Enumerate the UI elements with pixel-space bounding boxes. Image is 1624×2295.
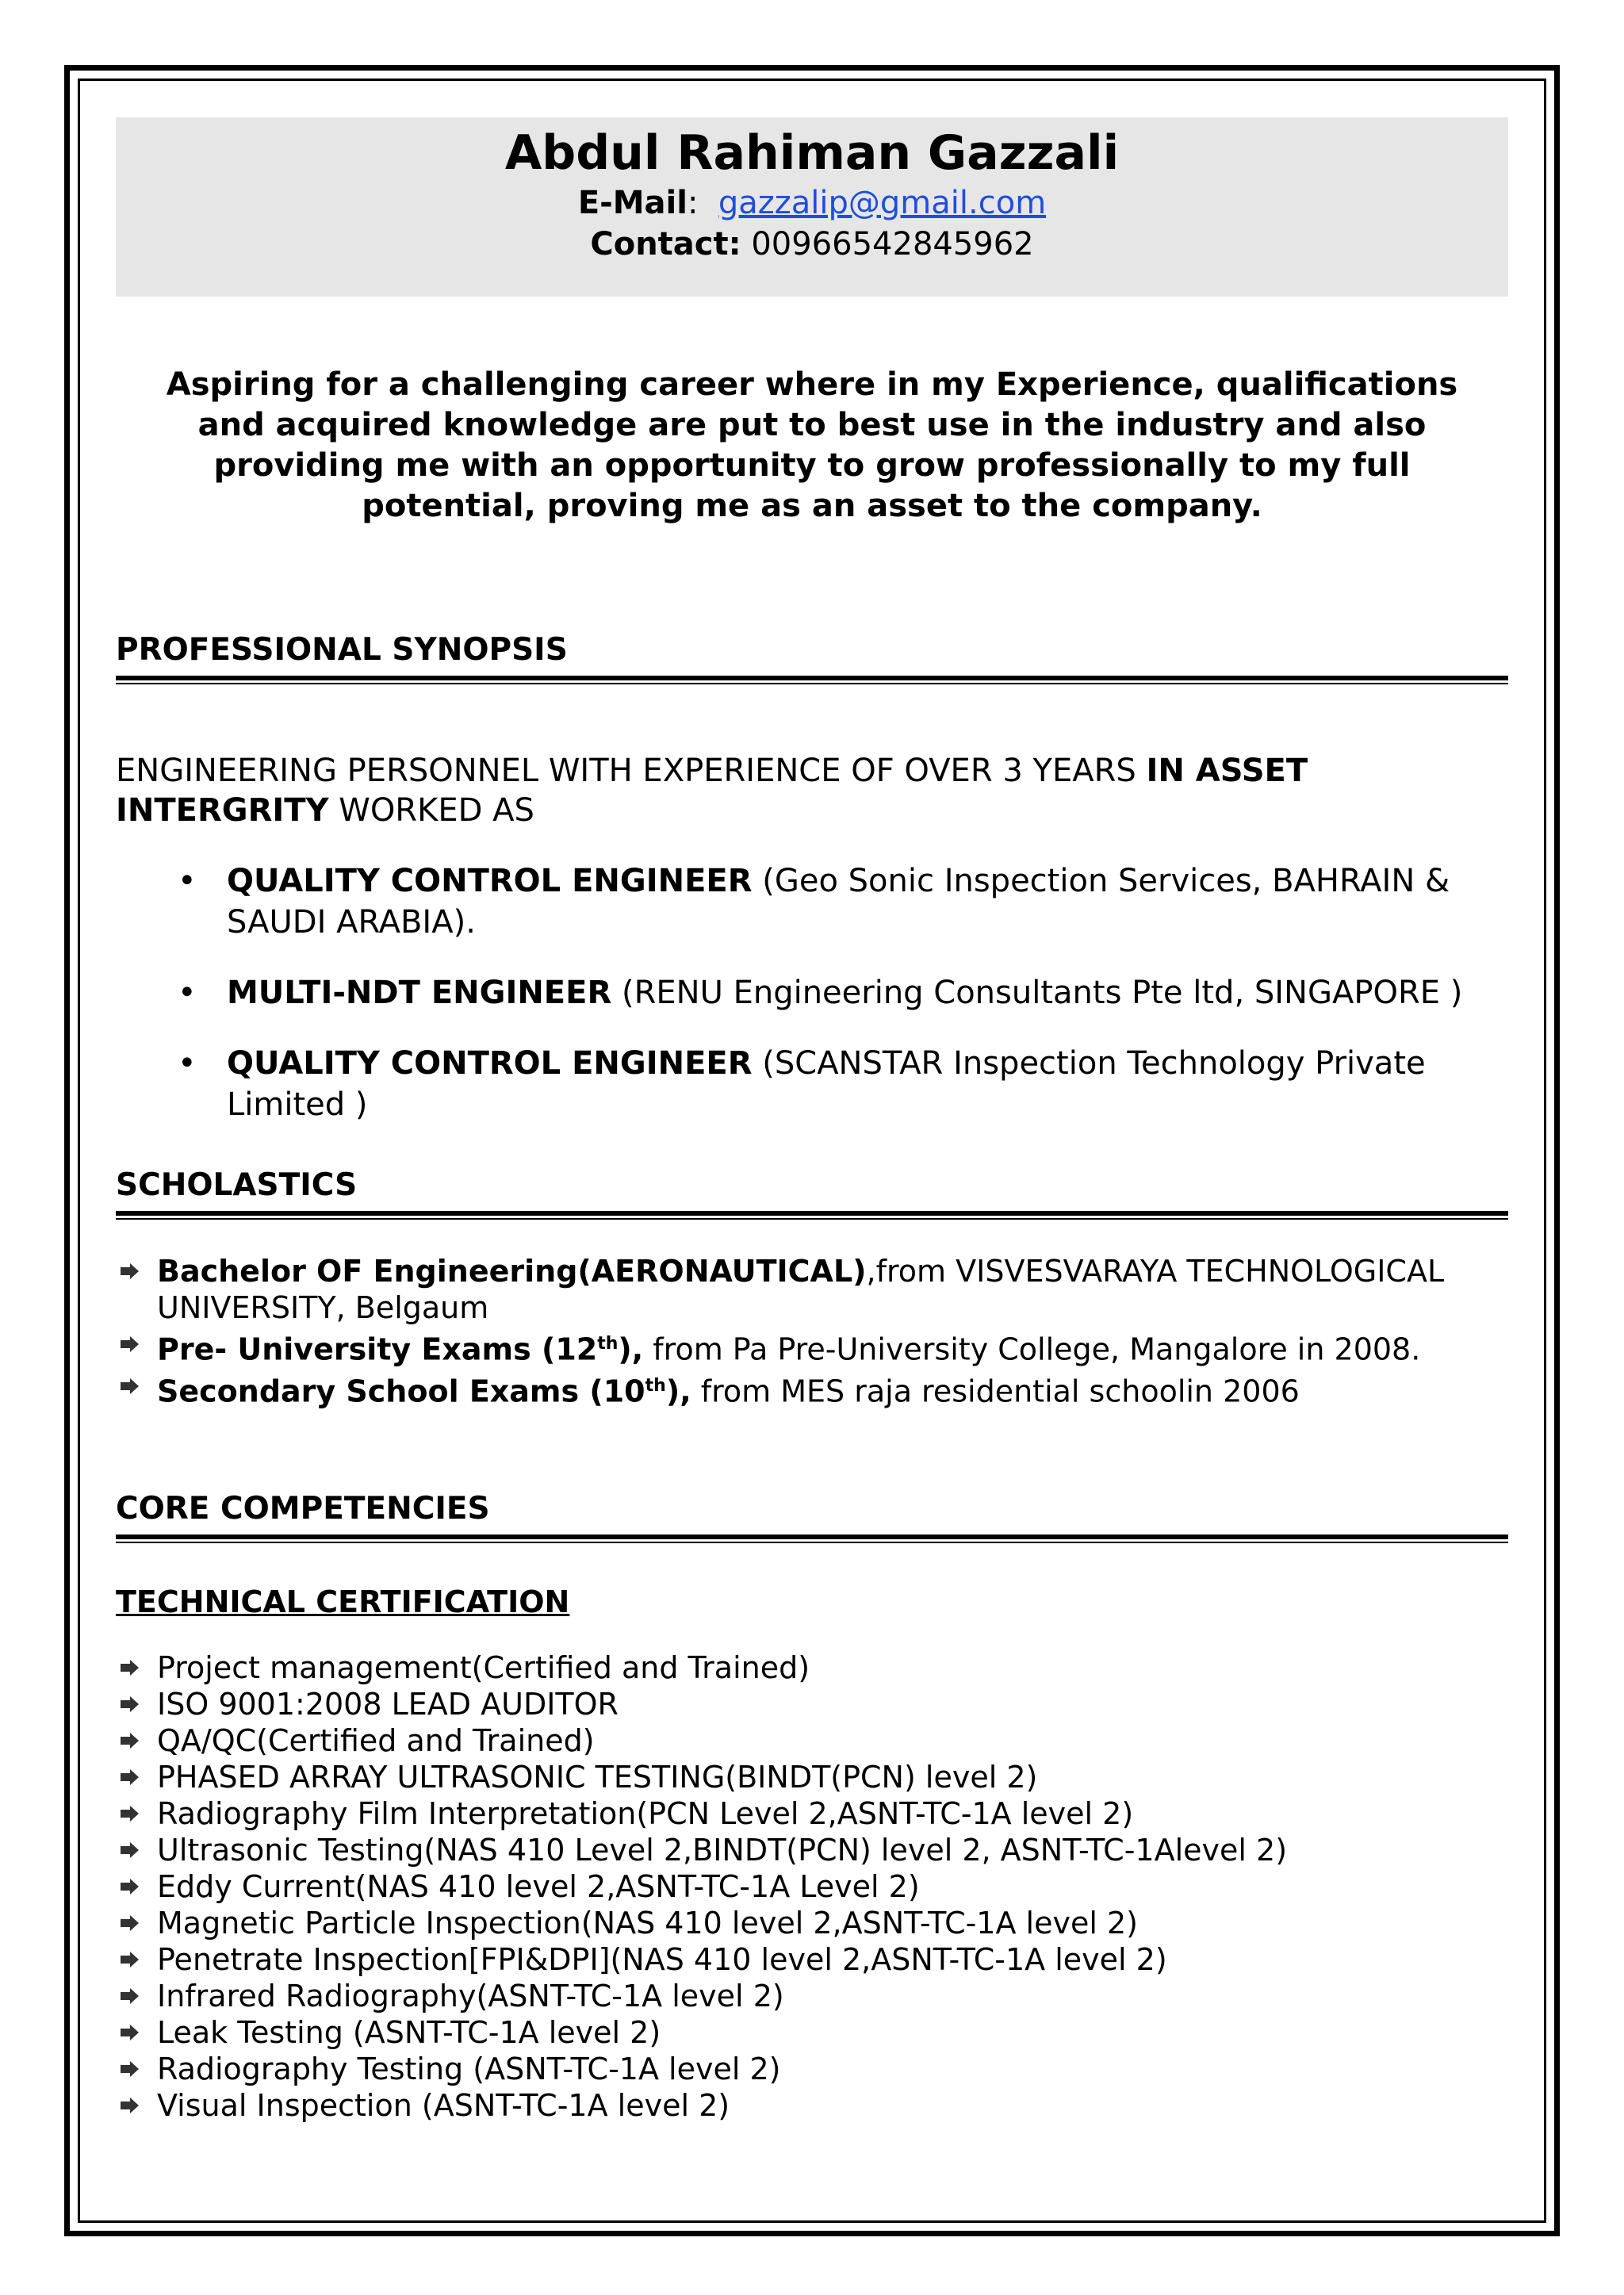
- arrow-bullet-icon: [119, 2060, 140, 2078]
- arrow-bullet-icon: [119, 1335, 140, 1353]
- email-link[interactable]: gazzalip@gmail.com: [718, 185, 1047, 221]
- scholastics-title: SCHOLASTICS: [116, 1167, 358, 1203]
- arrow-bullet-icon: [119, 1841, 140, 1859]
- list-item: [116, 1795, 1508, 1832]
- superscript: th: [645, 1375, 666, 1396]
- certification-text: Radiography Testing (ASNT-TC-1A level 2): [157, 2052, 781, 2087]
- section-rule-thin: [116, 1218, 1508, 1220]
- certification-list: [116, 1649, 1508, 2124]
- certification-text: QA/QC(Certified and Trained): [157, 1723, 595, 1759]
- arrow-bullet-icon: [119, 1878, 140, 1895]
- list-item: [116, 860, 1508, 943]
- section-rule: [116, 676, 1508, 680]
- certification-text: Magnetic Particle Inspection(NAS 410 level 2,ASNT-TC-1A level 2): [157, 1906, 1139, 1941]
- certification-text: Radiography Film Interpretation(PCN Level 2,ASNT-TC-1A level 2): [157, 1796, 1134, 1832]
- list-item: [116, 1978, 1508, 2014]
- synopsis-intro-bold: IN ASSET INTERGRITY: [116, 753, 1308, 829]
- role-detail: (Geo Sonic Inspection Services, BAHRAIN & SAUDI ARABIA).: [227, 863, 1450, 941]
- certification-text: Penetrate Inspection[FPI&DPI](NAS 410 level 2,ASNT-TC-1A level 2): [157, 1942, 1167, 1978]
- header-box: [116, 117, 1508, 297]
- section-rule: [116, 1211, 1508, 1216]
- roles-list: [116, 860, 1508, 1125]
- list-item: [116, 1043, 1508, 1125]
- arrow-bullet-icon: [119, 1914, 140, 1932]
- arrow-bullet-icon: [119, 2024, 140, 2041]
- certification-text: Visual Inspection (ASNT-TC-1A level 2): [157, 2088, 730, 2124]
- list-item: [116, 1326, 1508, 1368]
- arrow-bullet-icon: [119, 1805, 140, 1822]
- list-item: [116, 1722, 1508, 1759]
- degree-title: Secondary School Exams (10: [157, 1374, 645, 1409]
- list-item: [116, 1941, 1508, 1978]
- degree-detail: ,from VISVESVARAYA TECHNOLOGICAL UNIVERSITY, Belgaum: [157, 1254, 1445, 1325]
- synopsis-intro-suffix: WORKED AS: [328, 792, 534, 829]
- list-item: [116, 1649, 1508, 1686]
- arrow-bullet-icon: [119, 1732, 140, 1749]
- arrow-bullet-icon: [119, 1768, 140, 1786]
- certification-text: Eddy Current(NAS 410 level 2,ASNT-TC-1A Level 2): [157, 1869, 920, 1905]
- synopsis-intro-text: ENGINEERING PERSONNEL WITH EXPERIENCE OF OVER 3 YEARS: [116, 753, 1147, 789]
- role-title: QUALITY CONTROL ENGINEER: [227, 863, 753, 899]
- arrow-bullet-icon: [119, 1951, 140, 1968]
- certification-text: Leak Testing (ASNT-TC-1A level 2): [157, 2015, 661, 2051]
- section-rule-thin: [116, 1542, 1508, 1543]
- list-item: [116, 1905, 1508, 1941]
- career-objective: Aspiring for a challenging career where in my Experience, qualifications and acquired knowledge are put to best use in the industry and also providing me with an opportunity to grow professionally to my full potential, proving me as an asset to the company.: [166, 366, 1458, 524]
- certification-text: PHASED ARRAY ULTRASONIC TESTING(BINDT(PCN) level 2): [157, 1760, 1038, 1795]
- synopsis-intro: [116, 751, 1508, 830]
- certification-text: Infrared Radiography(ASNT-TC-1A level 2): [157, 1979, 784, 2014]
- list-item: [116, 1368, 1508, 1410]
- list-item: [116, 1253, 1508, 1326]
- role-title: MULTI-NDT ENGINEER: [227, 975, 612, 1011]
- certification-text: Ultrasonic Testing(NAS 410 Level 2,BINDT(PCN) level 2, ASNT-TC-1Alevel 2): [157, 1833, 1288, 1868]
- synopsis-title: PROFESSIONAL SYNOPSIS: [116, 632, 568, 668]
- arrow-bullet-icon: [119, 1695, 140, 1713]
- contact-number: 00966542845962: [751, 226, 1034, 262]
- contact-line: [116, 224, 1508, 265]
- list-item: [116, 972, 1508, 1013]
- degree-title: Pre- University Exams (12: [157, 1331, 598, 1367]
- degree-detail: from MES raja residential schoolin 2006: [691, 1374, 1300, 1409]
- list-item: [116, 1759, 1508, 1795]
- degree-title-end: ),: [665, 1374, 691, 1409]
- list-item: [116, 2051, 1508, 2087]
- certification-text: ISO 9001:2008 LEAD AUDITOR: [157, 1687, 619, 1722]
- arrow-bullet-icon: [119, 2097, 140, 2114]
- arrow-bullet-icon: [119, 1987, 140, 2005]
- arrow-bullet-icon: [119, 1262, 140, 1280]
- list-item: [116, 2014, 1508, 2051]
- core-competencies-title: CORE COMPETENCIES: [116, 1491, 490, 1527]
- certification-text: Project management(Certified and Trained): [157, 1650, 810, 1686]
- degree-title-end: ),: [618, 1331, 644, 1367]
- email-line: E-Mail: gazzalip@gmail.com: [577, 185, 1047, 221]
- list-item: [116, 2087, 1508, 2124]
- resume-content: [116, 117, 1508, 2124]
- role-detail: (SCANSTAR Inspection Technology Private Limited ): [227, 1045, 1426, 1123]
- scholastics-list: [116, 1253, 1508, 1409]
- role-title: QUALITY CONTROL ENGINEER: [227, 1045, 753, 1082]
- candidate-name: Abdul Rahiman Gazzali: [504, 125, 1120, 181]
- role-detail: (RENU Engineering Consultants Pte ltd, SINGAPORE ): [611, 975, 1463, 1011]
- superscript: th: [597, 1334, 619, 1354]
- technical-certification-heading: TECHNICAL CERTIFICATION: [116, 1584, 570, 1620]
- email-label: E-Mail: [577, 185, 688, 221]
- degree-title: Bachelor OF Engineering(AERONAUTICAL): [157, 1254, 867, 1289]
- degree-detail: from Pa Pre-University College, Mangalore in 2008.: [643, 1331, 1421, 1367]
- list-item: [116, 1686, 1508, 1722]
- contact-label: Contact:: [590, 226, 741, 262]
- list-item: [116, 1832, 1508, 1868]
- arrow-bullet-icon: [119, 1377, 140, 1395]
- arrow-bullet-icon: [119, 1659, 140, 1676]
- section-rule-thin: [116, 683, 1508, 684]
- section-rule: [116, 1534, 1508, 1539]
- list-item: [116, 1868, 1508, 1905]
